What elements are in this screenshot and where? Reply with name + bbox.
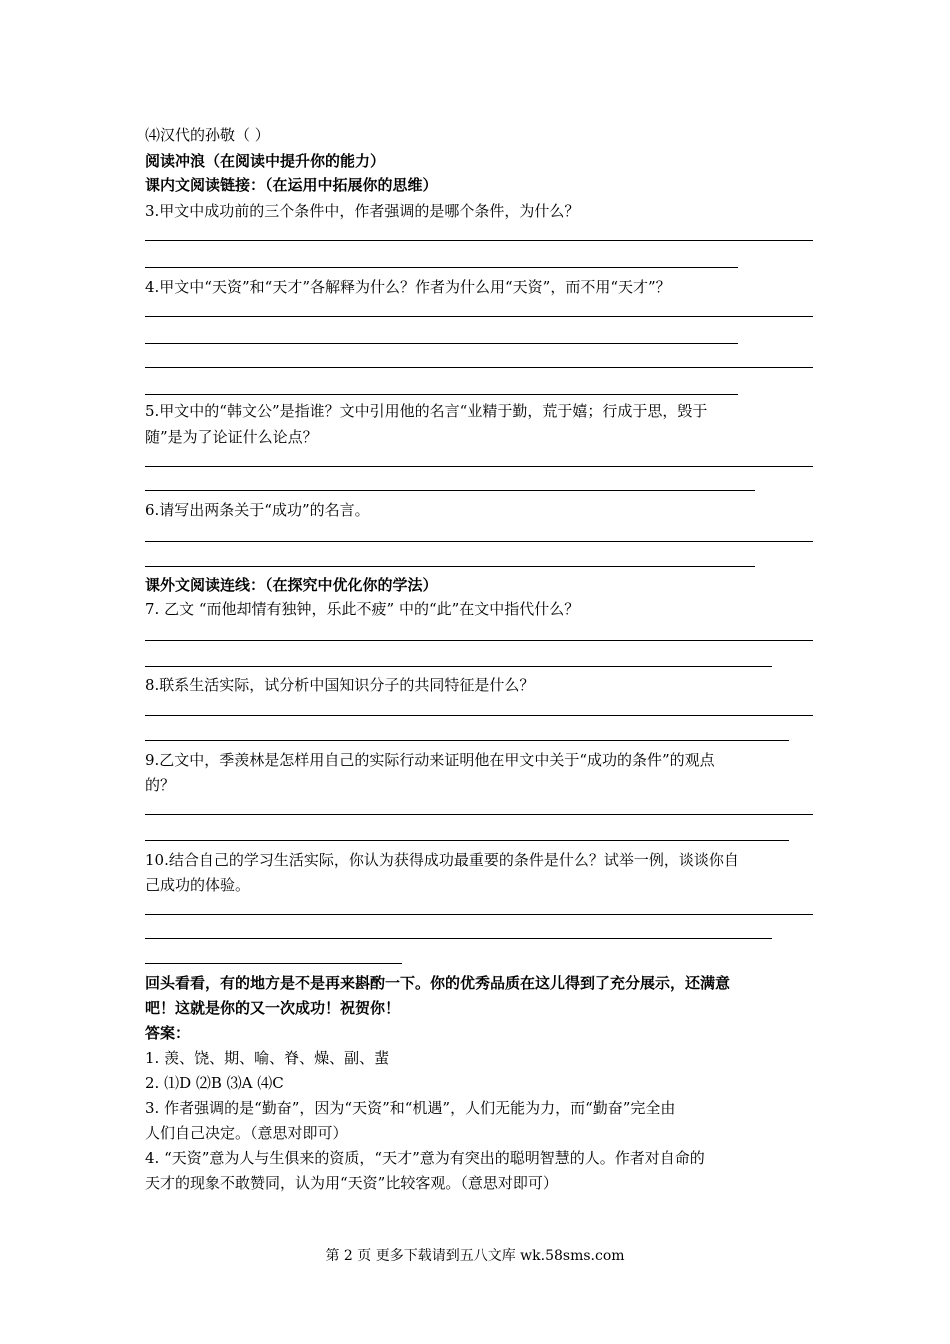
answers-heading: 答案： <box>145 1024 191 1042</box>
question-8: 8.联系生活实际，试分析中国知识分子的共同特征是什么？ <box>145 676 535 694</box>
answer-line[interactable] <box>145 914 813 915</box>
answer-line[interactable] <box>145 267 738 268</box>
answer-line[interactable] <box>145 343 738 344</box>
answer-line[interactable] <box>145 316 813 317</box>
answer-line[interactable] <box>145 963 402 964</box>
answer-1: 1. 羡、饶、期、喻、脊、燥、副、蜚 <box>145 1049 390 1067</box>
answer-line[interactable] <box>145 715 813 716</box>
answer-line[interactable] <box>145 666 772 667</box>
answer-line[interactable] <box>145 367 813 368</box>
answer-4-cont: 天才的现象不敢赞同，认为用“天资”比较客观。（意思对即可） <box>145 1174 558 1192</box>
question-10: 10.结合自己的学习生活实际，你认为获得成功最重要的条件是什么？试举一例，谈谈你自 <box>145 851 739 869</box>
question-6: 6.请写出两条关于“成功”的名言。 <box>145 501 370 519</box>
question-9-cont: 的？ <box>145 776 176 794</box>
review-text: 回头看看，有的地方是不是再来斟酌一下。你的优秀品质在这儿得到了充分展示，还满意 <box>145 974 731 992</box>
page-footer: 第 2 页 更多下载请到五八文库 wk.58sms.com <box>325 1248 625 1264</box>
question-4: 4.甲文中“天资”和“天才”各解释为什么？作者为什么用“天资”，而不用“天才”？ <box>145 278 671 296</box>
answer-line[interactable] <box>145 466 813 467</box>
answer-line[interactable] <box>145 240 813 241</box>
question-4-prev: ⑷汉代的孙敬（ ） <box>145 126 270 144</box>
answer-line[interactable] <box>145 566 755 567</box>
section-heading-outer: 课外文阅读连线：（在探究中优化你的学法） <box>145 576 438 594</box>
question-5-cont: 随”是为了论证什么论点？ <box>145 428 318 446</box>
question-3: 3.甲文中成功前的三个条件中，作者强调的是哪个条件，为什么？ <box>145 202 580 220</box>
answer-3: 3. 作者强调的是“勤奋”，因为“天资”和“机遇”，人们无能为力，而“勤奋”完全由 <box>145 1099 676 1117</box>
answer-line[interactable] <box>145 394 738 395</box>
review-text-cont: 吧！这就是你的又一次成功！祝贺你！ <box>145 999 401 1017</box>
answer-line[interactable] <box>145 740 789 741</box>
answer-3-cont: 人们自己决定。（意思对即可） <box>145 1124 348 1142</box>
answer-line[interactable] <box>145 541 813 542</box>
section-heading-inner: 课内文阅读链接：（在运用中拓展你的思维） <box>145 176 438 194</box>
question-10-cont: 己成功的体验。 <box>145 876 251 894</box>
question-9: 9.乙文中，季羡林是怎样用自己的实际行动来证明他在甲文中关于“成功的条件”的观点 <box>145 751 715 769</box>
section-heading-reading: 阅读冲浪（在阅读中提升你的能力） <box>145 152 386 170</box>
answer-line[interactable] <box>145 490 755 491</box>
answer-4: 4. “天资”意为人与生俱来的资质，“天才”意为有突出的聪明智慧的人。作者对自命的 <box>145 1149 705 1167</box>
answer-line[interactable] <box>145 814 813 815</box>
answer-2: 2. ⑴D ⑵B ⑶A ⑷C <box>145 1074 284 1092</box>
answer-line[interactable] <box>145 840 789 841</box>
question-7: 7. 乙文 “而他却情有独钟，乐此不疲” 中的“此”在文中指代什么？ <box>145 600 580 618</box>
answer-line[interactable] <box>145 640 813 641</box>
answer-line[interactable] <box>145 938 772 939</box>
question-5: 5.甲文中的“韩文公”是指谁？文中引用他的名言“业精于勤，荒于嬉；行成于思，毁于 <box>145 402 708 420</box>
